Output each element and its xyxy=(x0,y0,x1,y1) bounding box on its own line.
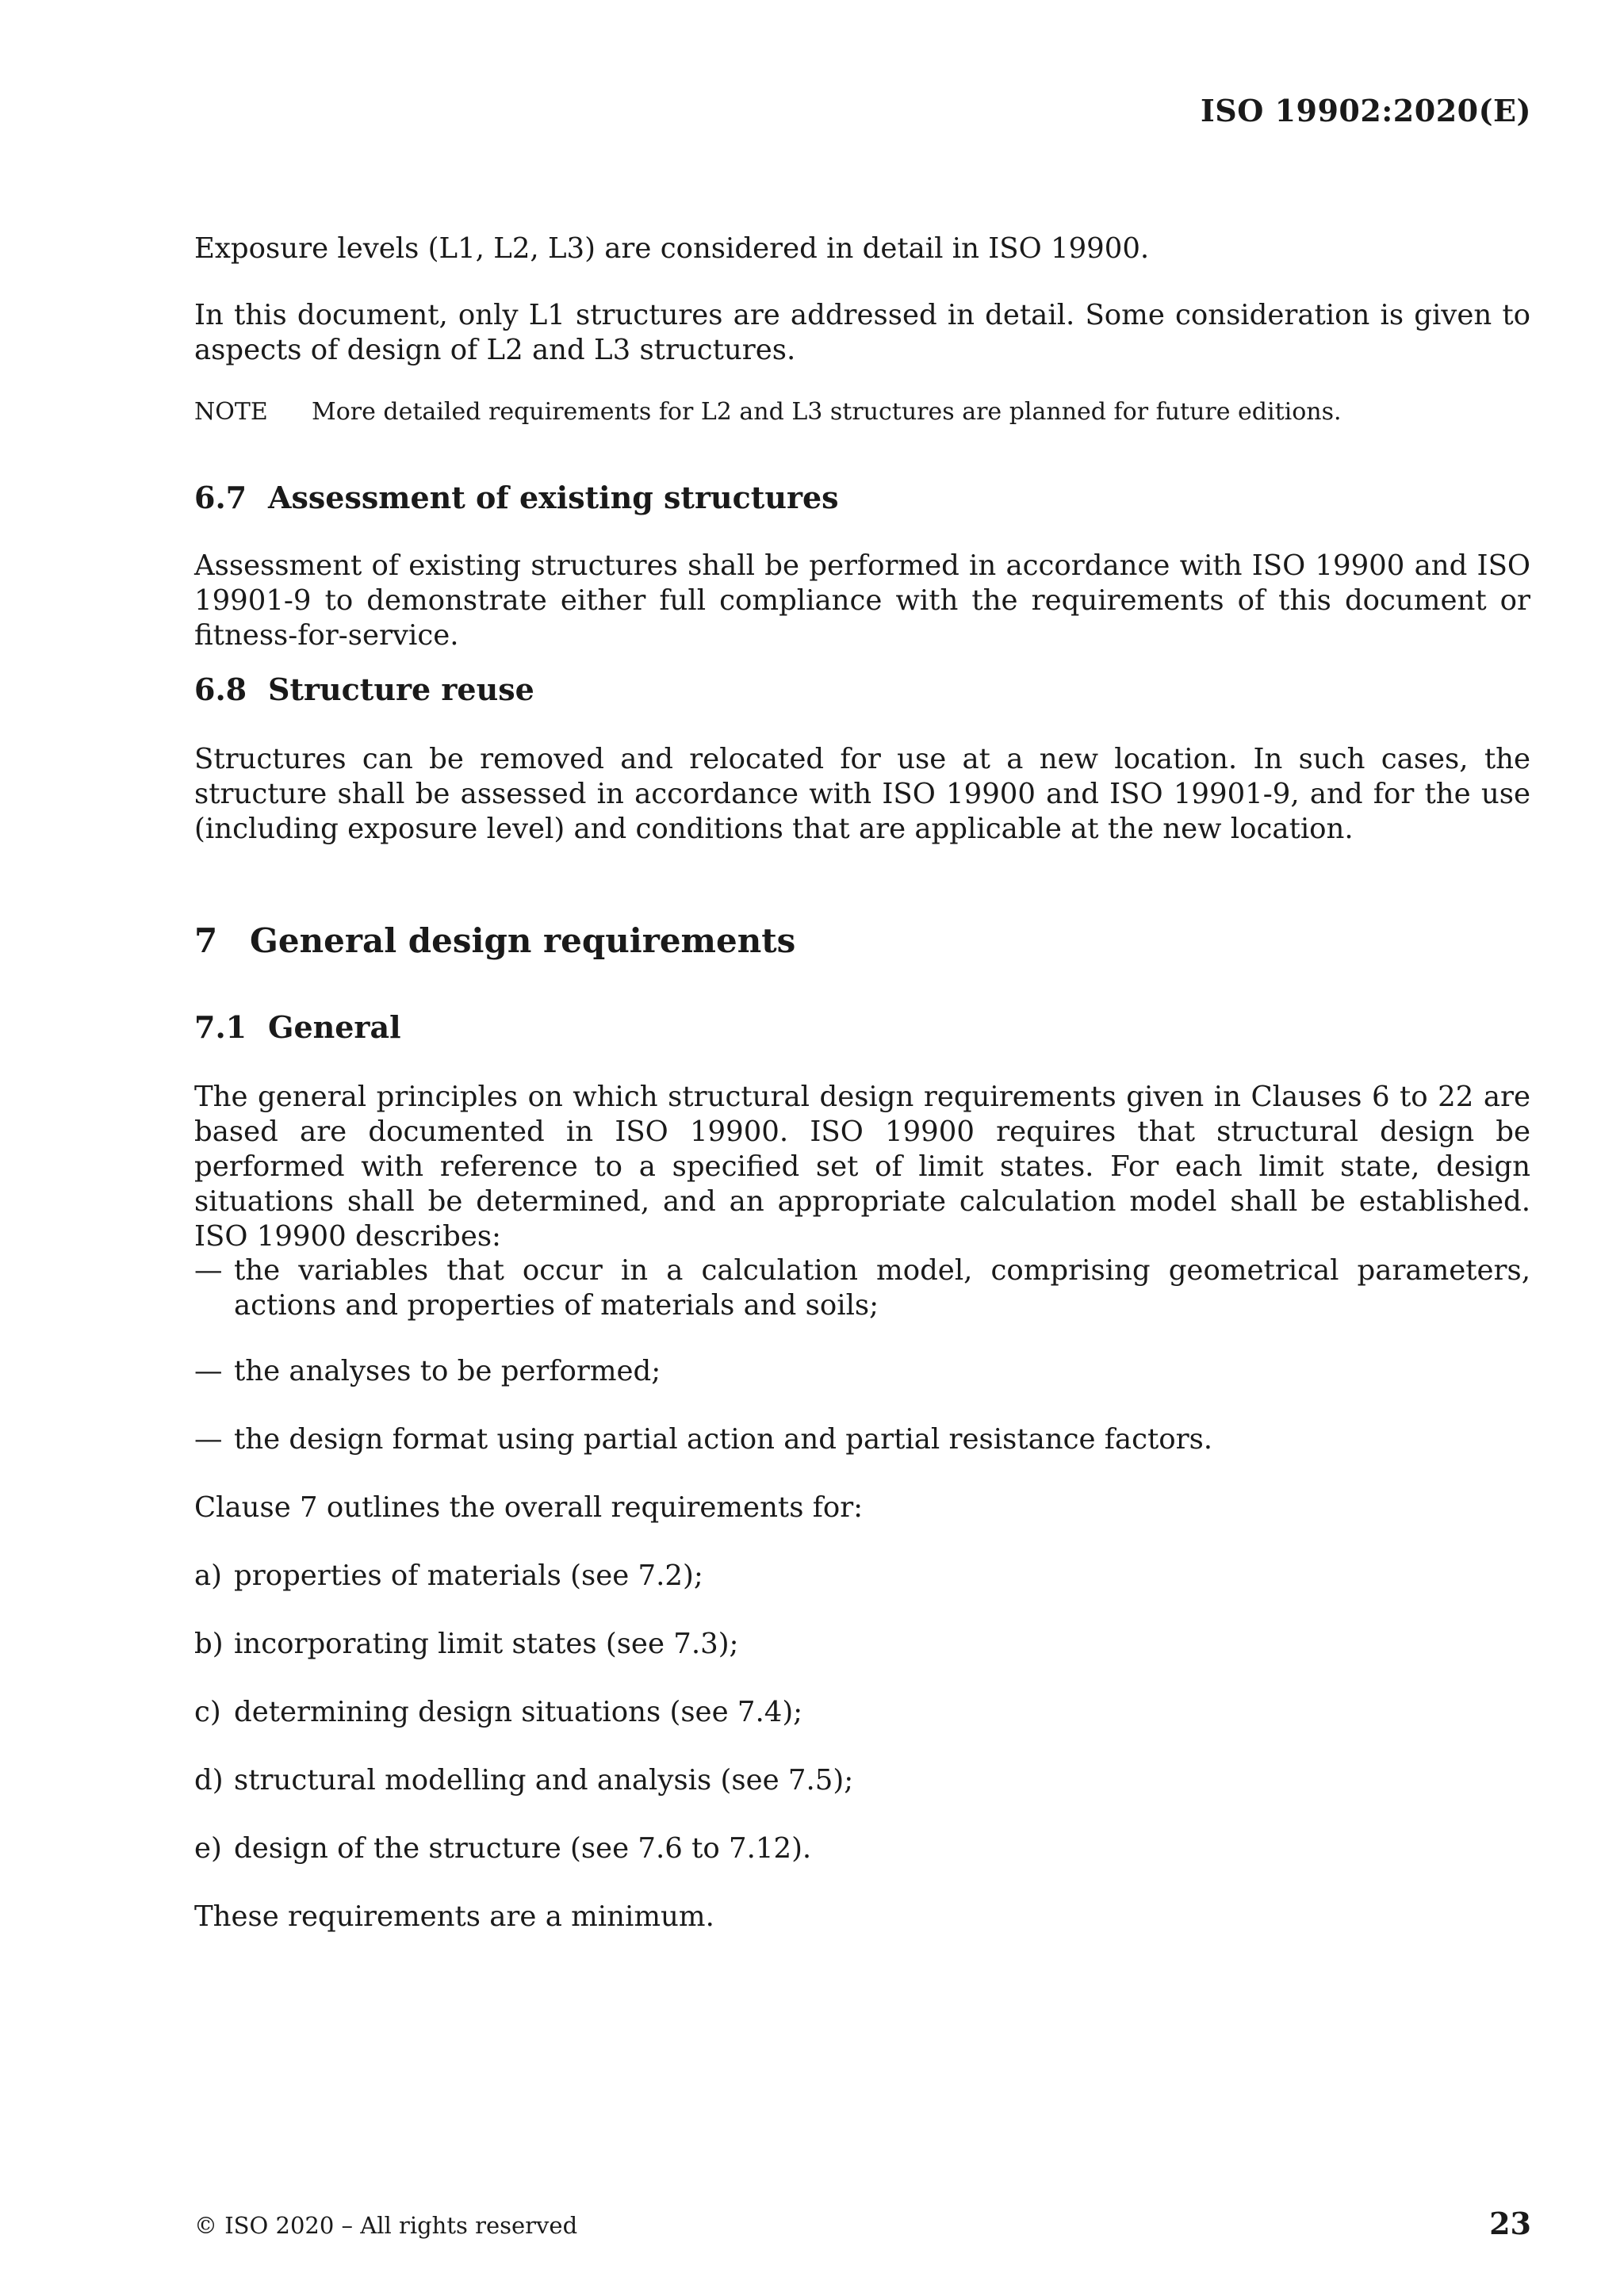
alpha-list-letter: a) xyxy=(194,1559,223,1592)
section-6-7-body-block xyxy=(194,549,1530,653)
section-7-1-body: The general principles on which structural design requirements given in Clauses 6 to 22 are based are documented in ISO 19900. ISO 19900 requires that structural design be performed with reference to a specified set of limit states. For each limit state, design situations shall be determined, and an appropriate calculation model shall be established. ISO 19900 describes: xyxy=(194,1081,1530,1253)
intro-paragraph-2: In this document, only L1 structures are addressed in detail. Some consideration is given to aspects of design of L2 and L3 structures. xyxy=(194,299,1530,366)
note xyxy=(194,396,1530,428)
section-6-7-number: 6.7 xyxy=(194,480,247,515)
alpha-list-letter: d) xyxy=(194,1764,224,1797)
footer-copyright: © ISO 2020 – All rights reserved xyxy=(194,2212,578,2239)
note-text: More detailed requirements for L2 and L3 structures are planned for future editions. xyxy=(312,398,1342,426)
section-7-1-number: 7.1 xyxy=(194,1009,247,1045)
alpha-list-item xyxy=(194,1627,739,1662)
closing-paragraph: These requirements are a minimum. xyxy=(194,1900,714,1933)
alpha-list-text: design of the structure (see 7.6 to 7.12). xyxy=(234,1832,812,1865)
clause-7-title: General design requirements xyxy=(250,921,796,960)
outline-intro-block xyxy=(194,1490,1530,1525)
section-6-8-title: Structure reuse xyxy=(268,672,534,707)
intro-paragraph-2-block xyxy=(194,298,1530,368)
alpha-list-text: properties of materials (see 7.2); xyxy=(234,1559,703,1592)
em-dash-bullet: — xyxy=(194,1254,223,1287)
section-7-1-body-block xyxy=(194,1080,1530,1254)
alpha-list-text: determining design situations (see 7.4); xyxy=(234,1696,803,1728)
standard-identifier: ISO 19902:2020(E) xyxy=(1201,93,1531,128)
dash-list-item-text: the variables that occur in a calculation model, comprising geometrical parameters, actions and properties of materials and soils; xyxy=(234,1254,1530,1322)
outline-intro: Clause 7 outlines the overall requirements for: xyxy=(194,1491,864,1524)
note-label: NOTE xyxy=(194,398,268,426)
section-6-8-body-block xyxy=(194,742,1530,847)
em-dash-bullet: — xyxy=(194,1423,223,1456)
alpha-list-text: incorporating limit states (see 7.3); xyxy=(234,1628,739,1660)
section-6-7-heading xyxy=(194,479,839,517)
alpha-list-item xyxy=(194,1559,703,1594)
closing-paragraph-block xyxy=(194,1900,1530,1934)
alpha-list-text: structural modelling and analysis (see 7.5); xyxy=(234,1764,854,1797)
dash-list-item-text: the design format using partial action and partial resistance factors. xyxy=(234,1423,1213,1456)
section-6-7-body: Assessment of existing structures shall be performed in accordance with ISO 19900 and ISO 19901-9 to demonstrate either full compliance with the requirements of this document or fitness-for-service. xyxy=(194,549,1530,652)
dash-list-item-text: the analyses to be performed; xyxy=(234,1355,661,1387)
section-6-8-number: 6.8 xyxy=(194,672,247,707)
alpha-list-letter: e) xyxy=(194,1832,222,1865)
clause-7-heading xyxy=(194,920,795,962)
alpha-list-item xyxy=(194,1763,853,1798)
section-6-7-title: Assessment of existing structures xyxy=(268,480,839,515)
dash-list-item xyxy=(194,1354,1530,1389)
section-6-8-body: Structures can be removed and relocated for use at a new location. In such cases, the structure shall be assessed in accordance with ISO 19900 and ISO 19901-9, and for the use (including exposure level) and conditions that are applicable at the new location. xyxy=(194,743,1530,845)
alpha-list-letter: b) xyxy=(194,1628,224,1660)
footer-page-number: 23 xyxy=(1489,2206,1531,2241)
alpha-list-item xyxy=(194,1831,811,1866)
alpha-list-letter: c) xyxy=(194,1696,221,1728)
section-7-1-heading xyxy=(194,1008,401,1047)
section-7-1-title: General xyxy=(268,1009,401,1045)
dash-list-item xyxy=(194,1422,1530,1457)
clause-7-number: 7 xyxy=(194,921,218,960)
dash-list-item xyxy=(194,1253,1530,1323)
alpha-list-item xyxy=(194,1695,802,1730)
em-dash-bullet: — xyxy=(194,1355,223,1387)
intro-paragraph-1: Exposure levels (L1, L2, L3) are considered in detail in ISO 19900. xyxy=(194,232,1150,265)
intro-paragraph-1-block xyxy=(194,232,1530,266)
section-6-8-heading xyxy=(194,671,534,709)
